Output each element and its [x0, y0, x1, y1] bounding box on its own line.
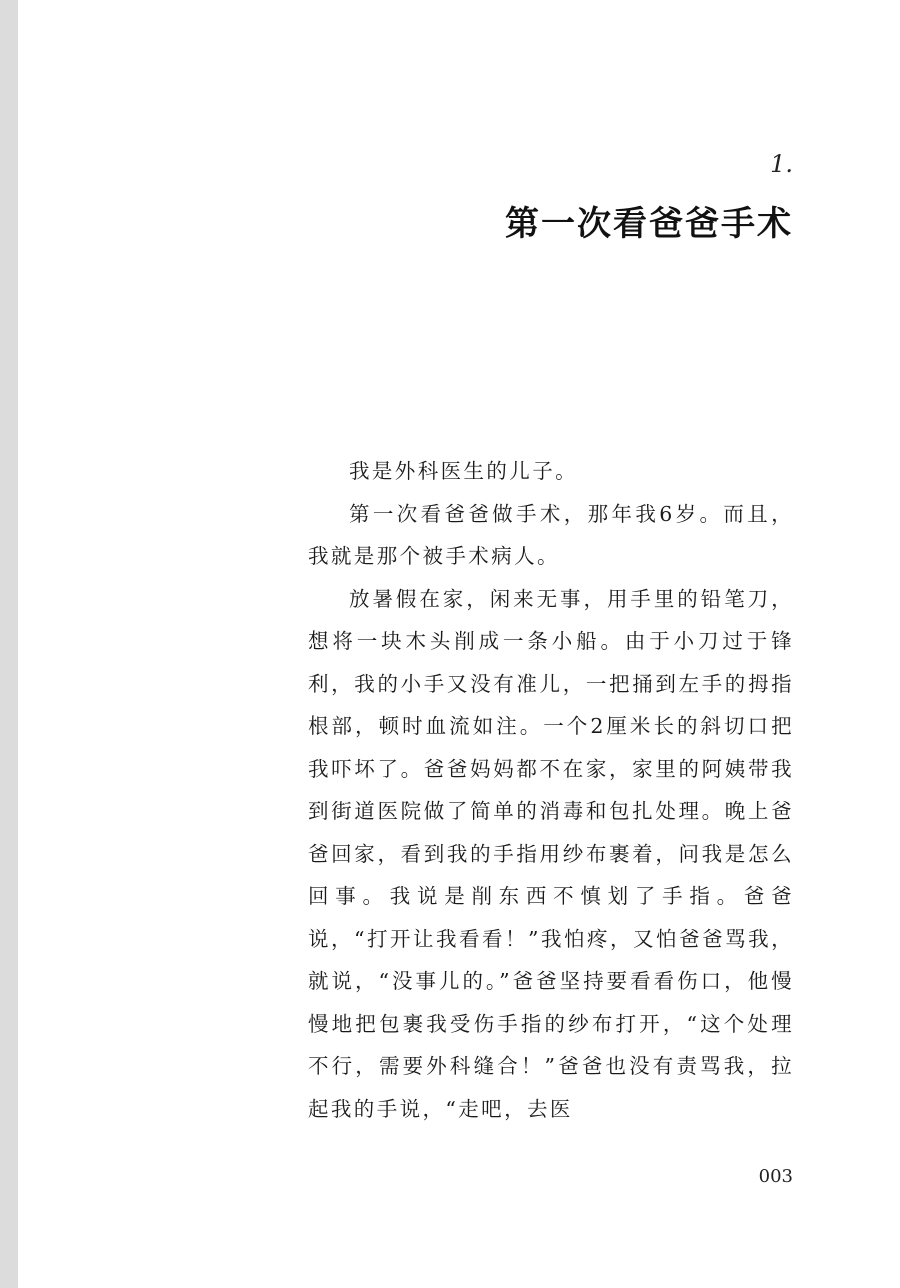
chapter-number: 1.: [770, 150, 793, 178]
page-spine-edge: [0, 0, 18, 1288]
paragraph: 第一次看爸爸做手术，那年我6岁。而且，我就是那个被手术病人。: [308, 501, 794, 568]
page-number: 003: [758, 1166, 793, 1187]
body-text: [308, 450, 794, 1130]
paragraph: 我是外科医生的儿子。: [349, 459, 578, 483]
chapter-title: 第一次看爸爸手术: [505, 204, 793, 244]
paragraph: 放暑假在家，闲来无事，用手里的铅笔刀，想将一块木头削成一条小船。由于小刀过于锋利，我的小手又没有准儿，一把捅到左手的拇指根部，顿时血流如注。一个2厘米长的斜切口把我吓坏了。爸爸妈妈都不在家，家里的阿姨带我到街道医院做了简单的消毒和包扎处理。晚上爸爸回家，看到我的手指用纱布裹着，问我是怎么回事。我说是削东西不慎划了手指。爸爸说，“打开让我看看！”我怕疼，又怕爸爸骂我，就说，“没事儿的。”爸爸坚持要看看伤口，他慢慢地把包裹我受伤手指的纱布打开，“这个处理不行，需要外科缝合！”爸爸也没有责骂我，拉起我的手说，“走吧，去医: [308, 586, 794, 1121]
